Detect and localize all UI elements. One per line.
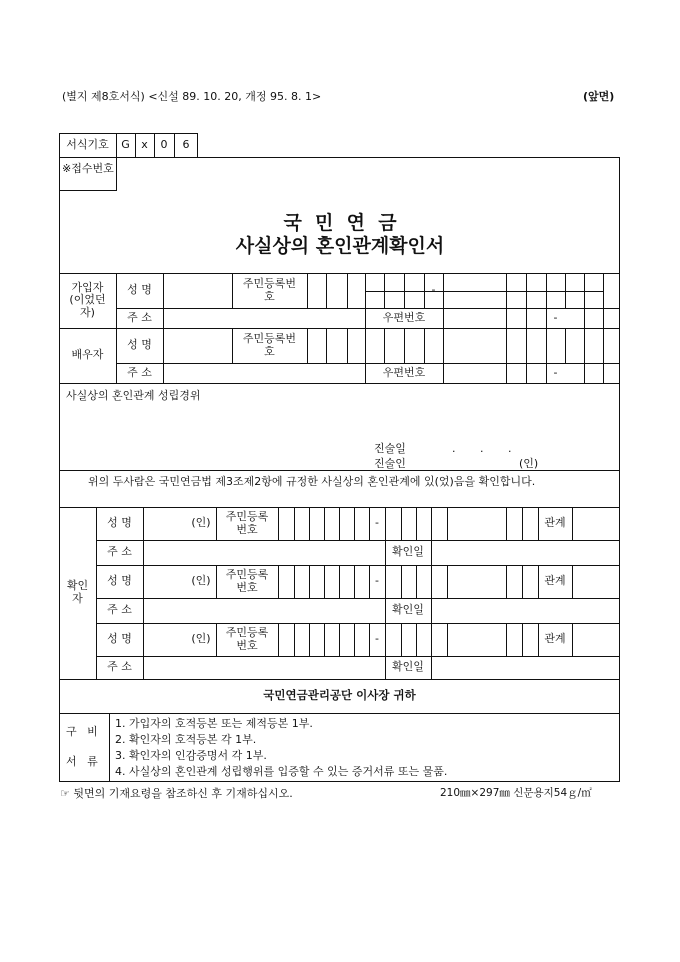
confirmer-address-label: 주 소 <box>107 660 132 674</box>
subscriber-postal-label: 우편번호 <box>382 310 426 324</box>
statement-date-dots: . . . <box>452 442 512 455</box>
confirmer-address-label: 주 소 <box>107 545 132 559</box>
confirm-date-field[interactable] <box>432 657 618 678</box>
form-code-char: x <box>141 138 148 152</box>
spouse-address-label: 주 소 <box>127 365 152 379</box>
document-item: 3. 확인자의 인감증명서 각 1부. <box>115 749 267 762</box>
confirmer-relation-label: 관계 <box>544 516 566 530</box>
confirmer-name-field[interactable] <box>144 508 184 539</box>
document-item: 4. 사실상의 혼인관계 성립행위를 입증할 수 있는 증거서류 또는 물품. <box>115 765 448 778</box>
receipt-number-label: ※접수번호 <box>62 162 114 175</box>
confirmer-label: 확인 자 <box>66 579 89 605</box>
confirmer-seal: (인) <box>191 574 211 588</box>
postal-dash: - <box>553 365 558 379</box>
title-line1: 국 민 연 금 <box>283 212 397 234</box>
spouse-address-field[interactable] <box>164 364 364 382</box>
confirmer-seal: (인) <box>191 632 211 646</box>
addressee: 국민연금관리공단 이사장 귀하 <box>263 688 416 703</box>
page-side-label: (앞면) <box>583 90 615 103</box>
confirm-date-label: 확인일 <box>392 603 424 617</box>
history-field[interactable] <box>60 405 618 465</box>
rrn-dash: - <box>375 632 379 646</box>
paper-spec: 210㎜×297㎜ 신문용지54ｇ/㎡ <box>440 787 592 799</box>
confirmer-address-field[interactable] <box>144 599 384 622</box>
documents-label-2: 서 류 <box>66 755 98 768</box>
documents-label-1: 구 비 <box>66 725 98 738</box>
confirmer-relation-field[interactable] <box>573 624 619 655</box>
postal-dash: - <box>553 310 558 324</box>
rrn-dash: - <box>431 283 436 297</box>
form-code-char: 6 <box>182 138 190 152</box>
statement-person-label: 진술인 <box>374 457 406 470</box>
confirmer-address-field[interactable] <box>144 657 384 678</box>
confirmer-name-label: 성 명 <box>107 574 132 588</box>
confirmer-rrn-label: 주민등록 번호 <box>225 625 269 652</box>
subscriber-label: 가입자 (이었던 자) <box>69 280 106 319</box>
spouse-name-field[interactable] <box>164 329 231 362</box>
confirm-date-field[interactable] <box>432 599 618 622</box>
spouse-label: 배우자 <box>71 348 104 362</box>
subscriber-rrn-label: 주민등록번 호 <box>242 276 297 303</box>
footer-note: ☞ 뒷면의 기재요령을 참조하신 후 기재하십시오. <box>60 787 293 800</box>
spouse-rrn-label: 주민등록번 호 <box>242 331 297 358</box>
form-reference: (별지 제8호서식) <신설 89. 10. 20, 개정 95. 8. 1> <box>62 90 322 103</box>
receipt-number-field[interactable] <box>117 158 197 190</box>
form-code-char: G <box>121 138 130 152</box>
confirmer-relation-label: 관계 <box>544 574 566 588</box>
confirm-date-label: 확인일 <box>392 660 424 674</box>
spouse-postal-label: 우편번호 <box>382 365 426 379</box>
confirmer-name-field[interactable] <box>144 624 184 655</box>
subscriber-name-field[interactable] <box>164 274 231 307</box>
confirm-date-field[interactable] <box>432 541 618 564</box>
form-code-label: 서식기호 <box>66 138 109 152</box>
confirmer-rrn-label: 주민등록 번호 <box>225 509 269 536</box>
statement-seal: (인) <box>519 457 539 470</box>
confirmer-address-label: 주 소 <box>107 603 132 617</box>
subscriber-address-label: 주 소 <box>127 310 152 324</box>
subscriber-address-field[interactable] <box>164 309 364 327</box>
confirmer-rrn-label: 주민등록 번호 <box>225 567 269 594</box>
confirm-date-label: 확인일 <box>392 545 424 559</box>
confirmer-seal: (인) <box>191 516 211 530</box>
document-item: 2. 확인자의 호적등본 각 1부. <box>115 733 257 746</box>
confirmer-address-field[interactable] <box>144 541 384 564</box>
confirmer-name-field[interactable] <box>144 566 184 597</box>
confirmer-relation-label: 관계 <box>544 632 566 646</box>
document-item: 1. 가입자의 호적등본 또는 제적등본 1부. <box>115 717 313 730</box>
rrn-dash: - <box>375 516 379 530</box>
confirmer-relation-field[interactable] <box>573 566 619 597</box>
title-line2: 사실상의 혼인관계확인서 <box>235 235 445 257</box>
confirmer-name-label: 성 명 <box>107 632 132 646</box>
spouse-name-label: 성 명 <box>127 338 152 352</box>
statement-date-label: 진술일 <box>374 442 406 455</box>
rrn-dash: - <box>375 574 379 588</box>
subscriber-name-label: 성 명 <box>127 283 152 297</box>
confirmer-name-label: 성 명 <box>107 516 132 530</box>
history-label: 사실상의 혼인관계 성립경위 <box>66 389 201 402</box>
confirmation-text: 위의 두사람은 국민연금법 제3조제2항에 규정한 사실상의 혼인관계에 있(었)음을 확인합니다. <box>88 475 536 488</box>
confirmer-relation-field[interactable] <box>573 508 619 539</box>
form-code-char: 0 <box>160 138 168 152</box>
